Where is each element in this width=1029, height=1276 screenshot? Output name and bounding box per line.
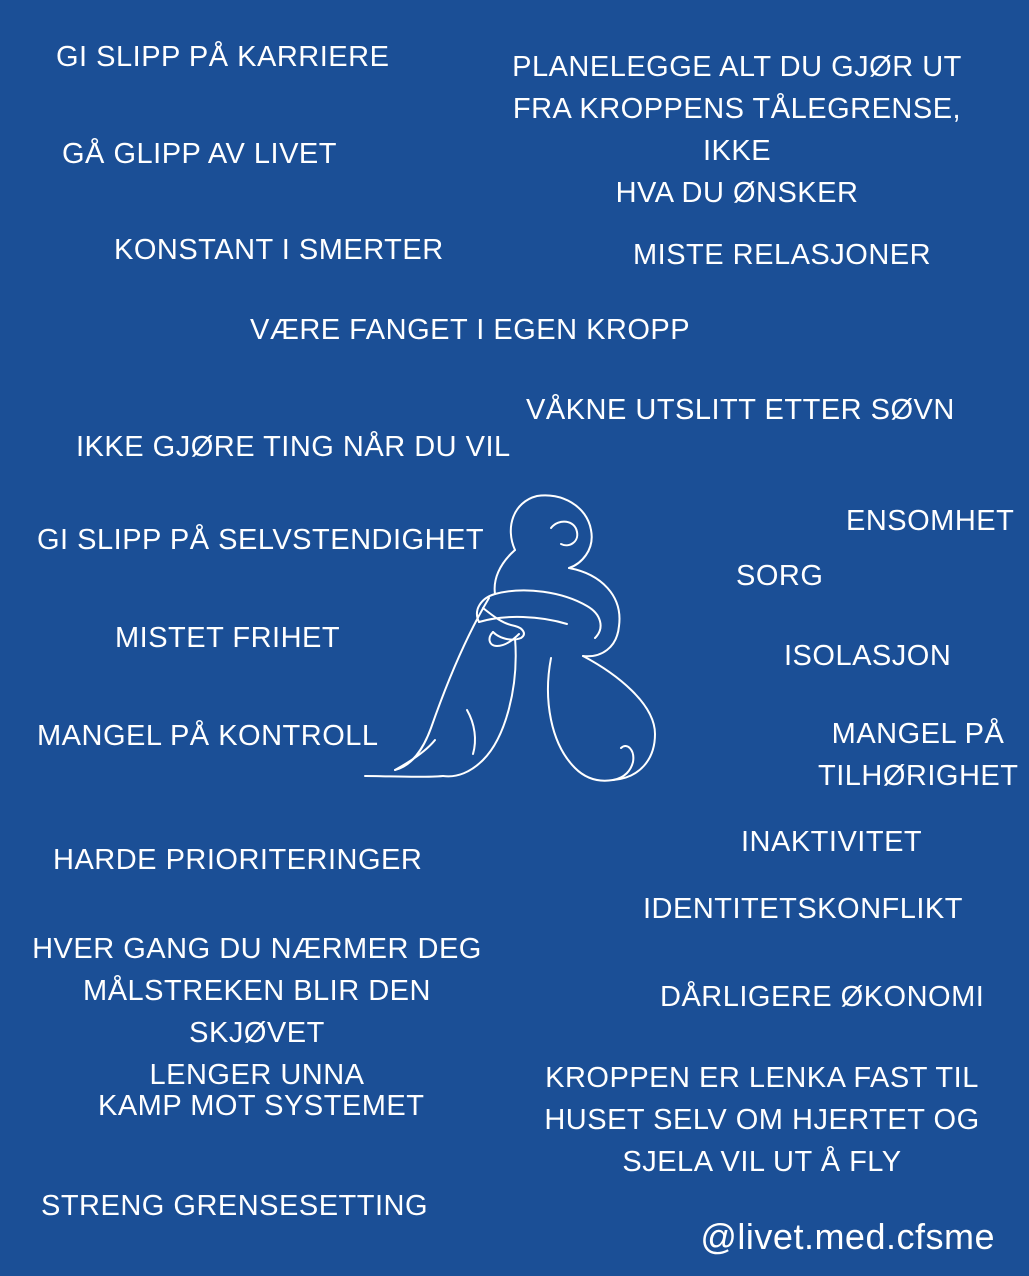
phrase-finish-line: HVER GANG DU NÆRMER DEG MÅLSTREKEN BLIR DEN SKJØVET LENGER UNNA bbox=[32, 933, 482, 1091]
seated-person-illustration bbox=[355, 488, 685, 788]
phrase-trapped: VÆRE FANGET I EGEN KROPP bbox=[250, 314, 691, 346]
phrase-career: GI SLIPP PÅ KARRIERE bbox=[56, 41, 390, 73]
phrase-lack-of-control: MANGEL PÅ KONTROLL bbox=[37, 720, 379, 752]
phrase-system: KAMP MOT SYSTEMET bbox=[98, 1090, 425, 1122]
phrase-inactivity: INAKTIVITET bbox=[741, 826, 923, 858]
phrase-body-chained: KROPPEN ER LENKA FAST TIL HUSET SELV OM HJERTET OG SJELA VIL UT Å FLY bbox=[544, 1062, 980, 1178]
phrase-isolation: ISOLASJON bbox=[784, 640, 952, 672]
phrase-belonging: MANGEL PÅ TILHØRIGHET bbox=[818, 718, 1019, 792]
social-handle: @livet.med.cfsme bbox=[700, 1216, 995, 1257]
phrase-planning: PLANELEGGE ALT DU GJØR UT FRA KROPPENS TÅLEGRENSE, IKKE HVA DU ØNSKER bbox=[512, 51, 962, 209]
phrase-relationships: MISTE RELASJONER bbox=[633, 239, 932, 271]
phrase-wake-exhausted: VÅKNE UTSLITT ETTER SØVN bbox=[526, 394, 955, 426]
phrase-priorities: HARDE PRIORITERINGER bbox=[53, 844, 423, 876]
phrase-independence: GI SLIPP PÅ SELVSTENDIGHET bbox=[37, 524, 485, 556]
phrase-miss-life: GÅ GLIPP AV LIVET bbox=[62, 138, 337, 170]
phrase-pain: KONSTANT I SMERTER bbox=[114, 234, 444, 266]
phrase-lost-freedom: MISTET FRIHET bbox=[115, 622, 341, 654]
phrase-not-when-you-want: IKKE GJØRE TING NÅR DU VIL bbox=[76, 431, 511, 463]
phrase-loneliness: ENSOMHET bbox=[846, 505, 1015, 537]
phrase-economy: DÅRLIGERE ØKONOMI bbox=[660, 981, 985, 1013]
phrase-boundaries: STRENG GRENSESETTING bbox=[41, 1190, 429, 1222]
phrase-identity: IDENTITETSKONFLIKT bbox=[643, 893, 963, 925]
phrase-grief: SORG bbox=[736, 560, 824, 592]
